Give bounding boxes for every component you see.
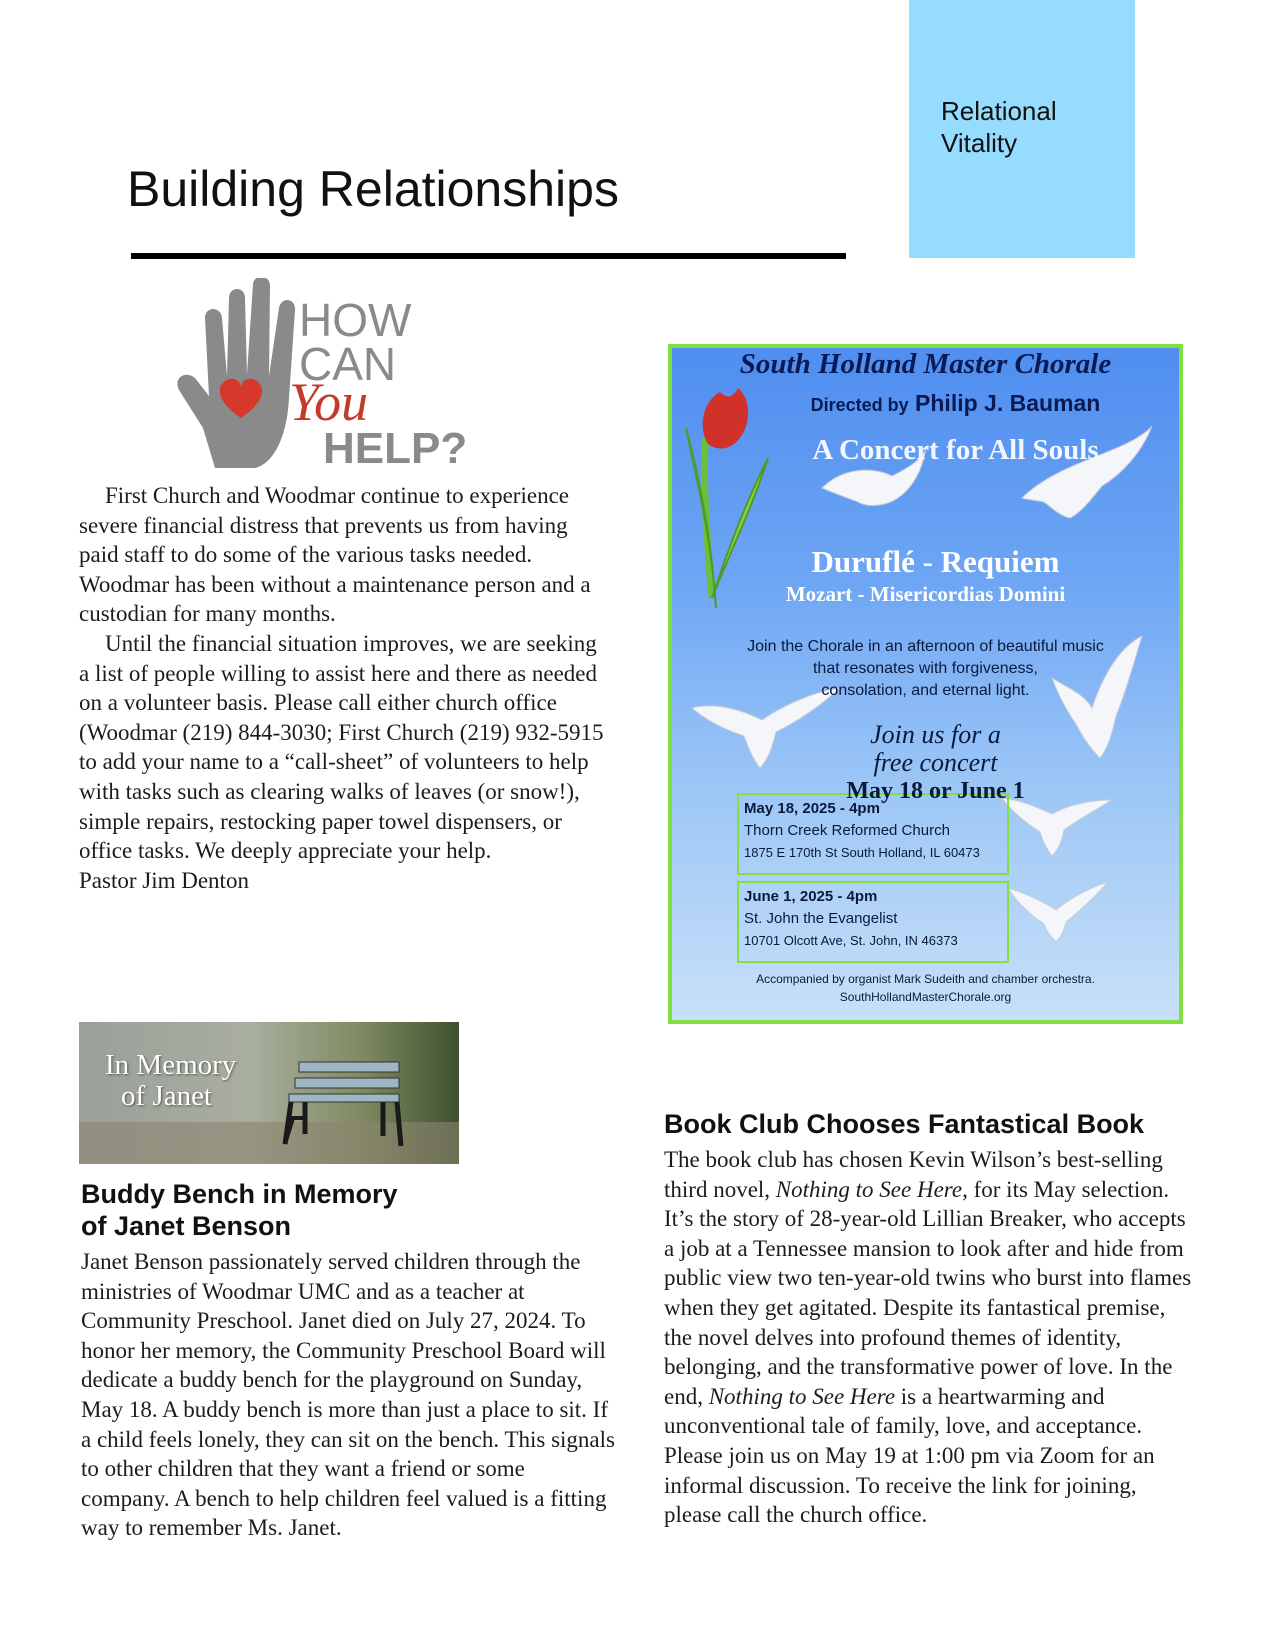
- poster-join-2: free concert: [873, 748, 998, 777]
- bench-heading-line-2: of Janet Benson: [81, 1211, 292, 1241]
- event-2-date: June 1, 2025 - 4pm: [744, 888, 878, 905]
- poster-blurb-2: that resonates with forgiveness,: [812, 660, 1038, 677]
- section-tag-label: Relational Vitality: [941, 96, 1057, 158]
- help-article: [79, 481, 604, 895]
- how-can-you-help-logo: [175, 278, 465, 470]
- book-body-part-1: The book club has chosen Kevin Wilson’s best-selling third novel,: [664, 1147, 1163, 1202]
- book-body-part-3: is a heartwarming and unconventional tale of family, love, and acceptance. Please join us on May 19 at 1:00 pm via Zoom for an informal discussion. To receive the link for joining, please call the church office.: [664, 1383, 1155, 1528]
- poster-event-2: [744, 886, 1006, 952]
- poster-title: South Holland Master Chorale: [739, 348, 1112, 380]
- event-1-address: 1875 E 170th St South Holland, IL 60473: [744, 845, 980, 860]
- help-signature: Pastor Jim Denton: [79, 867, 249, 893]
- poster-work-2: Mozart - Misericordias Domini: [785, 582, 1066, 606]
- memorial-photo: [79, 1022, 459, 1164]
- poster-blurb-3: consolation, and eternal light.: [821, 682, 1030, 699]
- poster-footer-1: Accompanied by organist Mark Sudeith and chamber orchestra.: [756, 972, 1095, 986]
- memorial-line-2: of Janet: [121, 1080, 212, 1112]
- poster-footer-2: SouthHollandMasterChorale.org: [839, 990, 1012, 1004]
- poster-director: [732, 390, 1179, 417]
- event-1-date: May 18, 2025 - 4pm: [744, 800, 880, 817]
- poster-join-1: Join us for a: [870, 720, 1001, 749]
- hand-heart-icon: [175, 278, 465, 470]
- book-title: Nothing to See Here: [775, 1176, 963, 1202]
- poster-directed-prefix: Directed by: [810, 395, 909, 415]
- section-tag: [909, 0, 1135, 258]
- poster-event-1: [744, 798, 1006, 864]
- memorial-line-1: In Memory: [105, 1049, 237, 1081]
- logo-text-how: HOW: [299, 294, 412, 346]
- logo-text-help: HELP?: [323, 424, 465, 470]
- event-2-venue: St. John the Evangelist: [744, 910, 898, 927]
- poster-blurb-1: Join the Chorale in an afternoon of beautiful music: [747, 638, 1104, 655]
- memorial-caption: [105, 1050, 236, 1112]
- poster-dates: May 18 or June 1: [846, 778, 1025, 804]
- page-title: Building Relationships: [127, 161, 619, 217]
- bench-heading: [81, 1178, 398, 1242]
- event-2-address: 10701 Olcott Ave, St. John, IN 46373: [744, 933, 958, 948]
- event-1-venue: Thorn Creek Reformed Church: [744, 822, 950, 839]
- poster-subtitle: A Concert for All Souls: [812, 434, 1099, 466]
- help-paragraph-1: First Church and Woodmar continue to experience severe financial distress that prevents us from having paid staff to do some of the various tasks needed. Woodmar has been without a maintenance person and a custodian for many months.: [79, 483, 591, 627]
- concert-poster: [668, 344, 1183, 1024]
- bench-heading-line-1: Buddy Bench in Memory: [81, 1179, 398, 1209]
- logo-text-can: CAN: [299, 338, 397, 390]
- book-club-body: [664, 1145, 1194, 1530]
- poster-director-name: Philip J. Bauman: [915, 390, 1101, 416]
- help-paragraph-2: Until the financial situation improves, we are seeking a list of people willing to assist here and there as needed on a volunteer basis. Please call either church office (Woodmar (219) 844-3030; First Church (219) 932-5915 to add your name to a “call-sheet” of volunteers to help with tasks such as clearing walks of leaves (or snow!), simple repairs, restocking paper towel dispensers, or office tasks. We deeply appreciate your help.: [79, 630, 604, 864]
- book-club-heading: Book Club Chooses Fantastical Book: [664, 1109, 1145, 1139]
- book-body-part-2: , for its May selection. It’s the story of 28-year-old Lillian Breaker, who accepts a job at a Tennessee mansion to look after and hide from public view two ten-year-old twins who burst into flames when they get agitated. Despite its fantastical premise, the novel delves into profound themes of identity, belonging, and the transformative power of love. In the end,: [664, 1176, 1192, 1409]
- poster-work-1: Duruflé - Requiem: [811, 544, 1060, 579]
- book-title-repeat: Nothing to See Here: [708, 1383, 896, 1409]
- bench-article-body: Janet Benson passionately served children through the ministries of Woodmar UMC and as a teacher at Community Preschool. Janet died on July 27, 2024. To honor her memory, the Community Preschool Board will dedicate a buddy bench for the playground on Sunday, May 18. A buddy bench is more than just a place to sit. If a child feels lonely, they can sit on the bench. This signals to other children that they want a friend or some company. A bench to help children feel valued is a fitting way to remember Ms. Janet.: [81, 1249, 615, 1541]
- logo-text-you: You: [289, 372, 369, 432]
- title-underline: [131, 253, 846, 259]
